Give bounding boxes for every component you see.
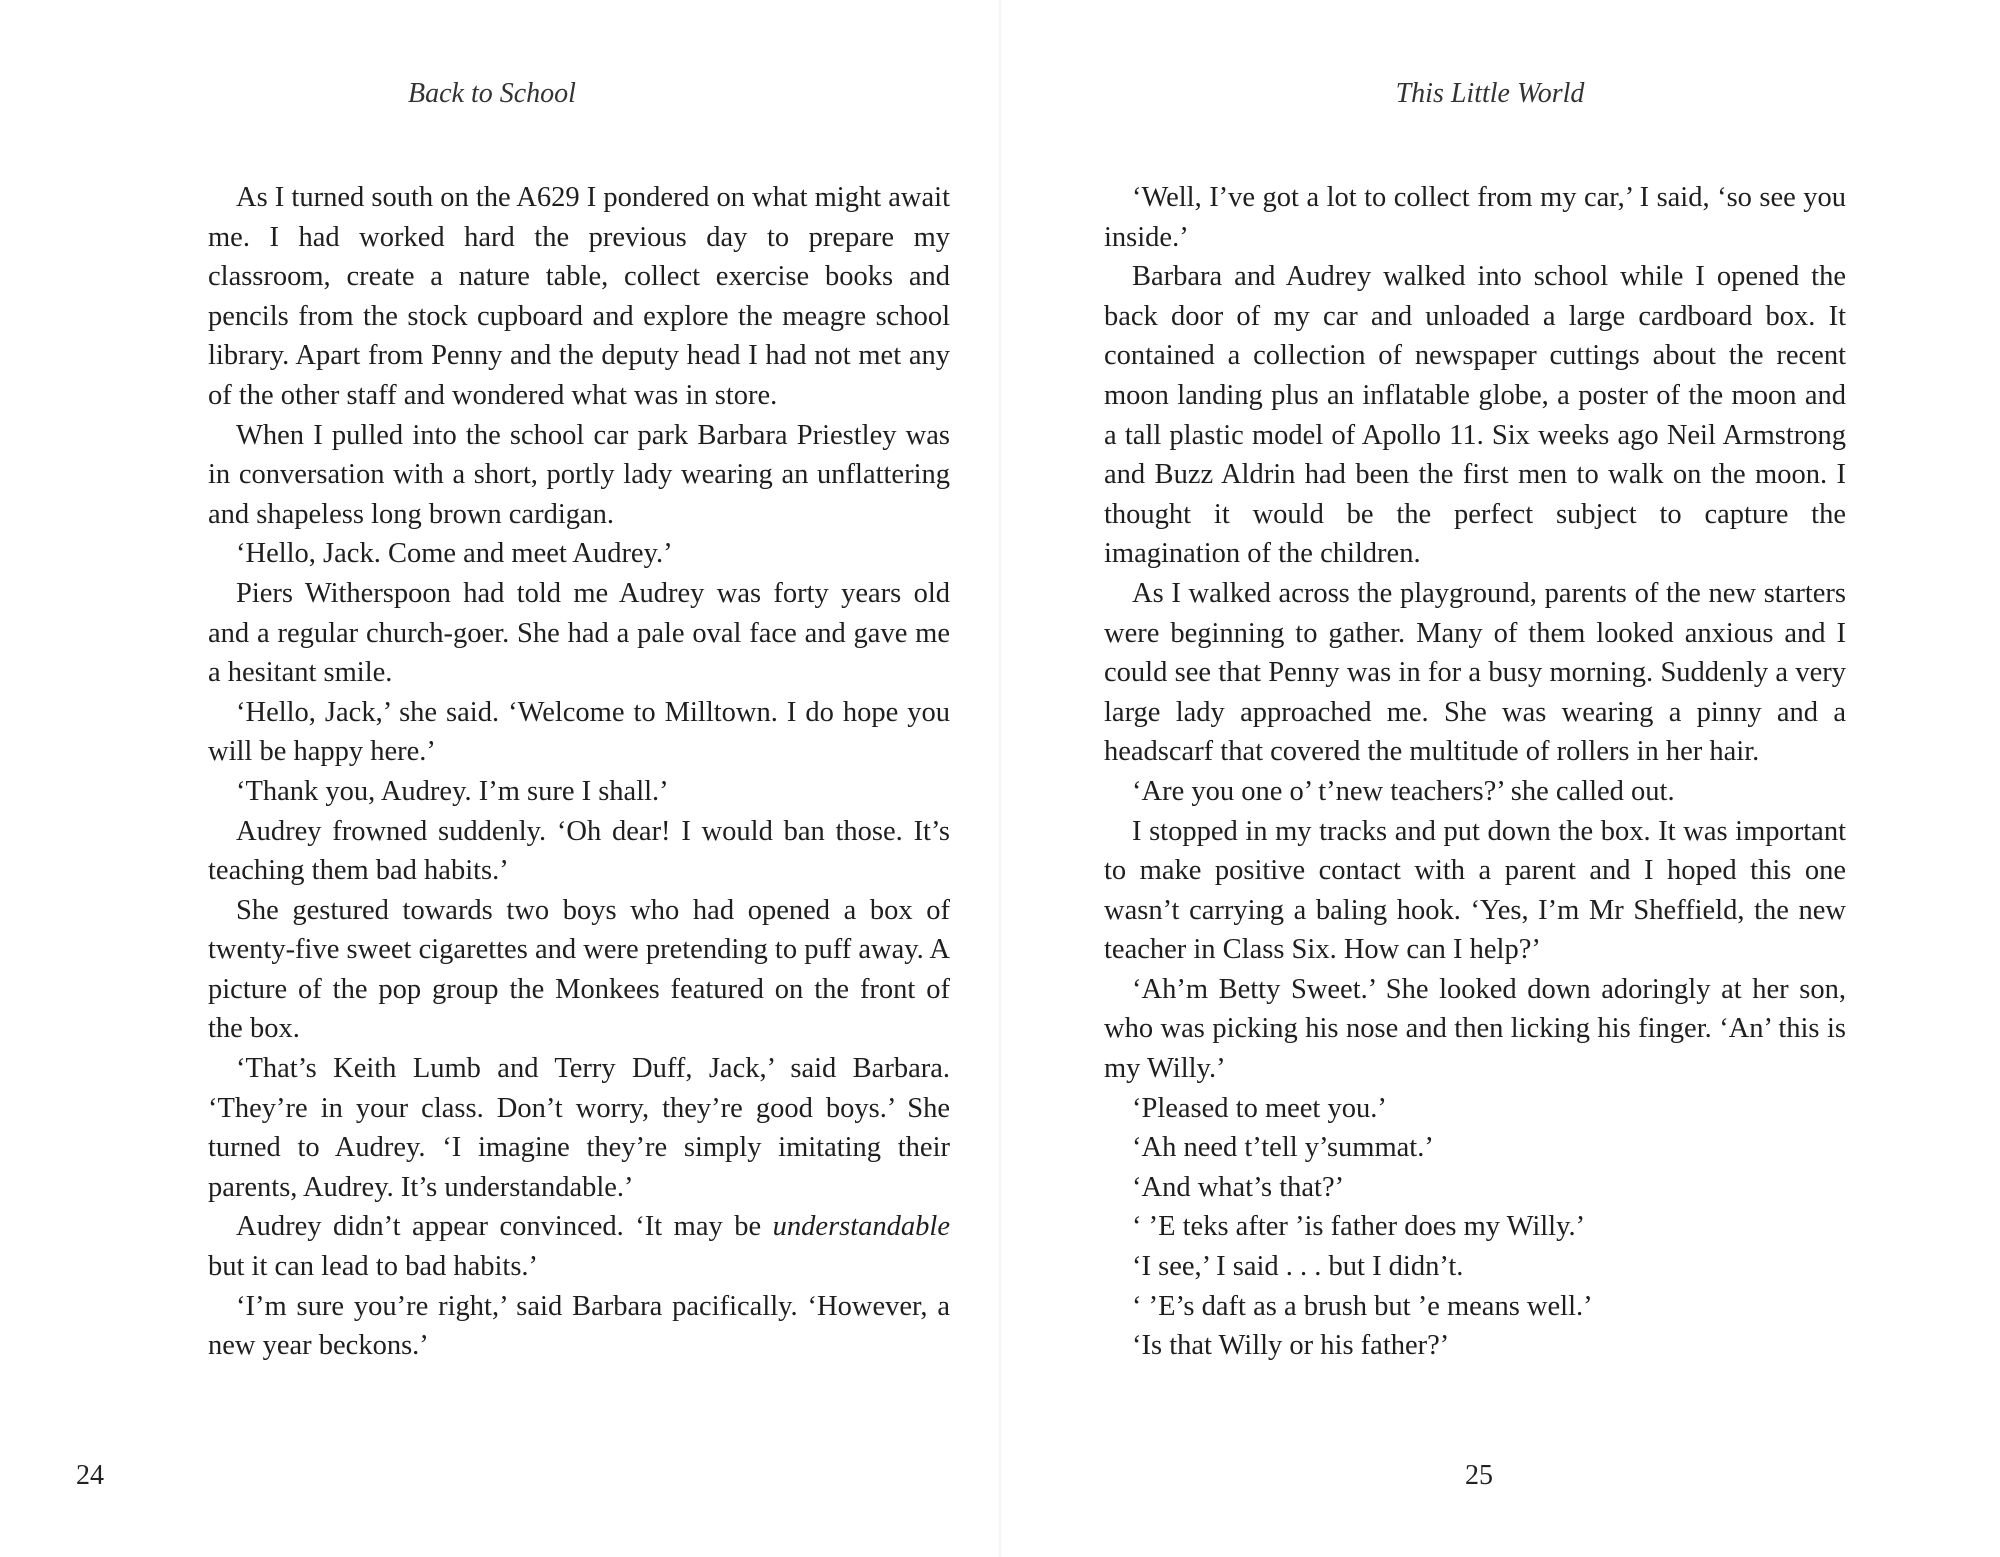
left-paragraph: As I turned south on the A629 I pondered on what might await me. I had worked hard the previous day to prepare my classroom, create a nature table, collect exercise books and pencils from the stock cupboard and explore the meagre school library. Apart from Penny and the deputy head I had not met any of the other staff and wondered what was in store. xyxy=(208,182,950,411)
right-paragraph: ‘ ’E’s daft as a brush but ’e means well.’ xyxy=(1132,1290,1593,1322)
left-running-head: Back to School xyxy=(408,78,576,109)
left-paragraph: ‘I’m sure you’re right,’ said Barbara pacifically. ‘However, a new year beckons.’ xyxy=(208,1290,950,1362)
italic-para-after: but it can lead to bad habits.’ xyxy=(208,1251,539,1283)
left-paragraph: Audrey frowned suddenly. ‘Oh dear! I would ban those. It’s teaching them bad habits.’ xyxy=(208,815,950,887)
right-paragraph: Barbara and Audrey walked into school while I opened the back door of my car and unloaded a large cardboard box. It contained a collection of newspaper cuttings about the recent moon landing plus an inflatable globe, a poster of the moon and a tall plastic model of Apollo 11. Six weeks ago Neil Armstrong and Buzz Aldrin had been the first men to walk on the moon. I thought it would be the perfect subject to capture the imagination of the children. xyxy=(1104,261,1846,570)
italic-para-before: Audrey didn’t appear convinced. ‘It may be xyxy=(236,1211,773,1243)
right-page-number: 25 xyxy=(1465,1460,1493,1491)
left-paragraph: ‘Hello, Jack,’ she said. ‘Welcome to Milltown. I do hope you will be happy here.’ xyxy=(208,696,950,768)
left-paragraph: When I pulled into the school car park Barbara Priestley was in conversation with a short, portly lady wearing an unflattering and shapeless long brown cardigan. xyxy=(208,419,950,530)
right-body-text xyxy=(1104,178,1846,1366)
left-paragraph-italic xyxy=(208,1207,950,1286)
right-page xyxy=(1000,0,2000,1557)
right-running-head: This Little World xyxy=(1395,78,1585,109)
left-paragraph: ‘Hello, Jack. Come and meet Audrey.’ xyxy=(236,538,673,570)
right-paragraph: ‘Ah need t’tell y’summat.’ xyxy=(1132,1132,1434,1164)
right-paragraph: ‘Pleased to meet you.’ xyxy=(1132,1092,1387,1124)
left-paragraph: Piers Witherspoon had told me Audrey was forty years old and a regular church-goer. She had a pale oval face and gave me a hesitant smile. xyxy=(208,577,950,689)
left-paragraph: ‘Thank you, Audrey. I’m sure I shall.’ xyxy=(236,775,669,807)
left-paragraph: ‘That’s Keith Lumb and Terry Duff, Jack,’ said Barbara. ‘They’re in your class. Don’t worry, they’re good boys.’ She turned to Audrey. ‘I imagine they’re simply imitating their parents, Audrey. It’s understandable.’ xyxy=(208,1053,950,1203)
right-paragraph: As I walked across the playground, parents of the new starters were beginning to gather. Many of them looked anxious and I could see that Penny was in for a busy morning. Suddenly a very large lady approached me. She was wearing a pinny and a headscarf that covered the multitude of rollers in her hair. xyxy=(1104,577,1846,768)
right-paragraph: ‘Is that Willy or his father?’ xyxy=(1132,1330,1450,1362)
right-paragraph: ‘Well, I’ve got a lot to collect from my car,’ I said, ‘so see you inside.’ xyxy=(1104,182,1846,253)
left-page-number: 24 xyxy=(76,1460,104,1491)
right-paragraph: ‘Ah’m Betty Sweet.’ She looked down adoringly at her son, who was picking his nose and then licking his finger. ‘An’ this is my Willy.’ xyxy=(1104,973,1846,1085)
right-paragraph: ‘And what’s that?’ xyxy=(1132,1171,1345,1203)
right-paragraph: ‘Are you one o’ t’new teachers?’ she called out. xyxy=(1132,775,1675,807)
left-body-text xyxy=(208,178,950,1366)
right-paragraph: ‘ ’E teks after ’is father does my Willy.’ xyxy=(1132,1211,1586,1243)
right-paragraph: I stopped in my tracks and put down the box. It was important to make positive contact with a parent and I hoped this one wasn’t carrying a baling hook. ‘Yes, I’m Mr Sheffield, the new teacher in Class Six. How can I help?’ xyxy=(1104,815,1846,966)
right-paragraph: ‘I see,’ I said . . . but I didn’t. xyxy=(1132,1251,1464,1283)
left-paragraph: She gestured towards two boys who had opened a box of twenty-five sweet cigarettes and were pretending to puff away. A picture of the pop group the Monkees featured on the front of the box. xyxy=(208,894,950,1045)
italic-word: understandable xyxy=(772,1211,950,1243)
